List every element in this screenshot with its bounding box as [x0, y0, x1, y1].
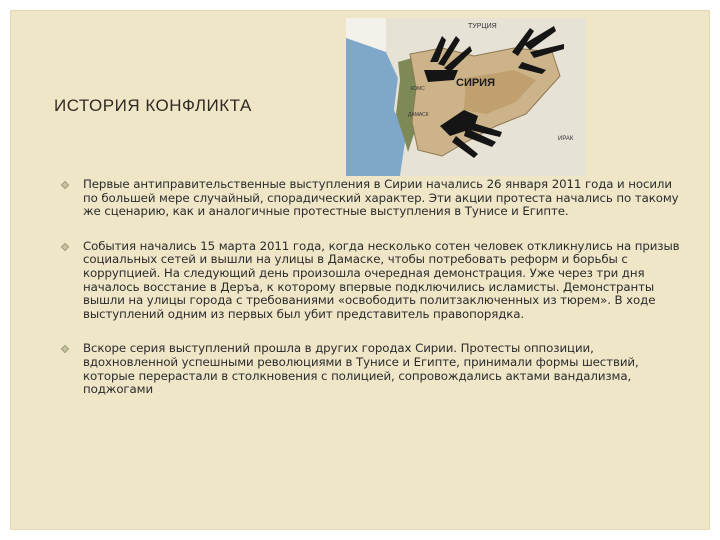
bullet-text: Первые антиправительственные выступления в Сирии начались 26 января 2011 года и носили по большей мере случайный, спорадический характер. Эти акции протеста начались по такому же сценарию, как и аналогичные протестные выступления в Тунисе и Египте. [83, 177, 679, 219]
map-label-turkey: ТУРЦИЯ [468, 23, 497, 30]
syria-map-image [346, 18, 586, 176]
map-label-iraq: ИРАК [558, 136, 574, 142]
bullet-marker-icon [61, 181, 69, 189]
bullet-list [62, 178, 682, 397]
bullet-marker-icon [61, 345, 69, 353]
slide-panel [10, 10, 710, 530]
bullet-text: События начались 15 марта 2011 года, когда несколько сотен человек откликнулись на призыв социальных сетей и вышли на улицы в Дамаске, чтобы потребовать реформ и борьбы с коррупцией. На следующий день произошла очередная демонстрация. Уже через три дня началось восстание в Деръа, к которому впервые подключились исламисты. Демонстранты вышли на улицы города с требованиями «освободить политзаключенных из тюрем». В ходе выступлений одним из первых был убит представитель правопорядка. [83, 238, 680, 321]
map-label-homs: ХОМС [410, 86, 425, 92]
bullet-item [62, 178, 682, 219]
map-label-country: СИРИЯ [456, 77, 495, 89]
bullet-marker-icon [61, 243, 69, 251]
slide-title: ИСТОРИЯ КОНФЛИКТА [54, 96, 252, 115]
bullet-item [62, 240, 682, 322]
bullet-text: Вскоре серия выступлений прошла в других городах Сирии. Протесты оппозиции, вдохновленной успешными революциями в Тунисе и Египте, принимали формы шествий, которые перерастали в столкновения с полицией, сопровождались актами вандализма, поджогами [83, 341, 639, 397]
bullet-item [62, 342, 682, 396]
map-label-damascus: ДАМАСК [408, 112, 429, 118]
